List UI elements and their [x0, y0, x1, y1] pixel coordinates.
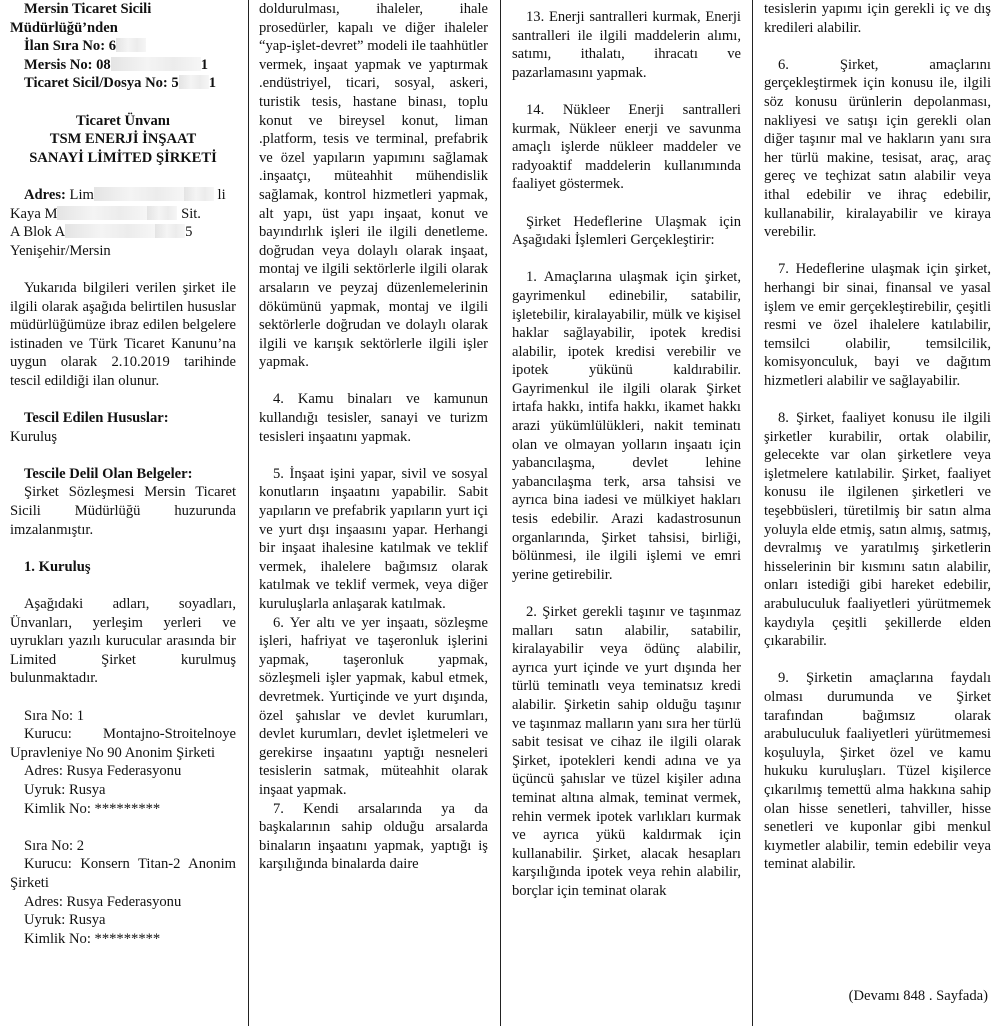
item-5: 5. İnşaat işini yapar, sivil ve sosyal konutların inşaatını yapabilir. Sabit yapıların ve prefabrik yapıların yurt içi ve yurt dışı inşaasını yapar. Herhangi bir inşaat ihalesine katılmak ve teklif vermek, ihalelere bağımsız olarak katılmak ve teklif vermek, veya diğer kuruluşlarla anlaşarak katılmak. [259, 465, 488, 612]
trade-name-line2: SANAYİ LİMİTED ŞİRKETİ [29, 149, 217, 166]
redaction-blur [94, 187, 184, 201]
founder-uyruk: Uyruk: Rusya [24, 781, 106, 798]
delil-heading: Tescile Delil Olan Belgeler: [24, 465, 193, 482]
redaction-blur [57, 206, 147, 220]
founder-block [10, 707, 236, 819]
tescil-value: Kuruluş [10, 428, 58, 445]
item-14: 14. Nükleer Enerji santralleri kurmak, Nükleer enerji ve savunma amaçlı işlerde nükleer maddeler ve radyoaktif maddelerin kullanımında faaliyet göstermek. [512, 101, 741, 193]
redaction-blur [65, 224, 155, 238]
column-2 [259, 0, 488, 1010]
column-divider [752, 0, 753, 1026]
tescil-heading: Tescil Edilen Hususlar: [24, 410, 169, 427]
hedef-item-8: 8. Şirket, faaliyet konusu ile ilgili şirketler kurabilir, ortak olabilir, gelecekte var olan şirketlere veya işletmelere katılabilir. Şirket, faaliyet konusu ile ilgilenen şirketleri ve teşebbüsleri, türetilmiş bir satın alma yoluyla elde etmiş, satın almış, satmış, devralmış ve yaratılmış şirketlerin hisselerinin bir kısmını satın alabilir, onları istediği gibi hareket edebilir, arabuluculuk faaliyetleri yürütmemek kaydıyla çeşitli şekillerde elden çıkarabilir. [764, 410, 991, 650]
column-1 [10, 0, 236, 1010]
office-line1: Mersin Ticaret Sicili [24, 1, 152, 17]
redaction-blur [116, 38, 146, 52]
mersis-no: Mersis No: 08 1 [24, 56, 209, 73]
hedef-item-9: 9. Şirketin amaçlarına faydalı olması durumunda ve Şirket tarafından bağımsız olarak arabuluculuk faaliyetleri yürütmemesi koşuluyla, Şirket özel ve kamu hukuku kuruluşları. Tüzel kişilerce çıkarılmış temettü alma hakkına sahip olan hisse senetleri, tahviller, hisse senetleri ve kuponlar gibi menkul kıymetler alabilir, temin edebilir veya teminat alabilir. [764, 670, 991, 873]
founder-sira: Sıra No: 1 [24, 707, 84, 724]
kurulus-text: Aşağıdaki adları, soyadları, Ünvanları, yerleşim yerleri ve uyrukları yazılı kurucular arasında bir Limited Şirket kurulmuş bulunmaktadır. [10, 596, 236, 687]
column-4 [764, 0, 991, 1010]
column-divider [500, 0, 501, 1026]
trade-name-heading: Ticaret Ünvanı [76, 112, 170, 129]
founder-kurucu: Kurucu: Montajno-Stroitelnoye Upravleniye No 90 Anonim Şirketi [10, 726, 236, 761]
redaction-blur [147, 206, 177, 220]
founder-kimlik: Kimlik No: ********* [24, 930, 161, 947]
founder-adres: Adres: Rusya Federasyonu [24, 763, 182, 780]
redaction-blur [111, 57, 201, 71]
address-line3: A Blok A 5 [10, 224, 193, 241]
ilan-no: İlan Sıra No: 6 [10, 37, 236, 56]
item-6: 6. Yer altı ve yer inşaatı, sözleşme işleri, hafriyat ve taşeronluk işlerini yapmak, taşeronluk yapmak, sözleşmeli işler yapmak, kabul etmek, devretmek. Yurtiçinde ve yurt dışında, özel şahıslar ve devlet kurumları, devlet kurumları, devlet işletmeleri ve gerekirse inşaatını yaptığı nesneleri tesislerin satmak, müteahhit olarak inşaat yapmak. [259, 614, 488, 798]
intro-paragraph: Yukarıda bilgileri verilen şirket ile ilgili olarak aşağıda belirtilen hususlar müdürlüğümüze ibraz edilen belgelere istinaden ve Türk Ticaret Kanunu’na uygun olarak 2.10.2019 tarihinde tescil edildiği ilan olunur. [10, 279, 236, 389]
founder-uyruk: Uyruk: Rusya [24, 912, 106, 929]
address-line2: Kaya M Sit. [10, 205, 201, 222]
redaction-blur [184, 187, 214, 201]
item-4: 4. Kamu binaları ve kamunun kullandığı tesisler, sanayi ve turizm tesisleri inşaatını yapmak. [259, 391, 488, 445]
founder-kimlik: Kimlik No: ********* [24, 800, 161, 817]
continued-paragraph: tesislerin yapımı için gerekli iç ve dış kredileri alabilir. [764, 1, 991, 36]
continued-paragraph: doldurulması, ihaleler, ihale prosedürler, kapalı ve diğer ihaleler “yap-işlet-devret” modeli ile taahhütler vermek, inşaat yapmak ve yaptırmak .endüstriyel, ticari, sosyal, askeri, turistik tesis, hastane binası, toplu konut ve bireysel konut, liman .platform, tesis ve terminal, prefabrik ve özel yapıların yapımını sağlamak .inşaatçı, müteahhit mühendislik sağlamak, kontrol hizmetleri yapmak, alt yapı, üst yapı inşaat, konut ve bayındırlık işleri ile ilgili denetleme. doğrudan veya dolaylı olarak inşaat, montaj ve ilgili sektörlerle ilgili olarak arsaların ve peyzaj düzenlemelerinin dökümünü yapmak, montaj ve ilgili sektörlerle doğrudan ve dolaylı olarak ilgili ve karışık sektörlerle ilgili işler yapmak. [259, 1, 488, 371]
column-divider [248, 0, 249, 1026]
redaction-blur [179, 75, 209, 89]
item-7: 7. Kendi arsalarında ya da başkalarının sahip olduğu arsalarda binaların inşaatını yapmak, yaptığı iş karşılığında binalarda daire [259, 800, 488, 873]
continuation-note: (Devamı 848 . Sayfada) [848, 988, 988, 1004]
address-line1: Adres: Lim li [24, 186, 226, 203]
dosya-no: Ticaret Sicil/Dosya No: 5 1 [24, 75, 217, 92]
founder-adres: Adres: Rusya Federasyonu [24, 893, 182, 910]
hedef-item-7: 7. Hedeflerine ulaşmak için şirket, herhangi bir sinai, finansal ve yasal işlem ve emir gerçekleştirebilir, çeşitli resmi ve özel ihalelere katılabilir, temsilci olabilir, temsilcilik, komisyonculuk, bayi ve dağıtım hizmetleri alabilir ve sağlayabilir. [764, 261, 991, 389]
kurulus-heading: 1. Kuruluş [24, 558, 91, 575]
hedef-item-2: 2. Şirket gerekli taşınır ve taşınmaz malları satın alabilir, satabilir, kiralayabilir veya ödünç alabilir, ayrıca yurt içinde ve yurt dışında her türlü teminatlı veya teminatsız kredi alabilir. Şirketin sahip olduğu taşınır ve taşınmaz malların yanı sıra her türlü sabit tesisat ve cihaz ile ilgili olarak Şirket, ipotekleri kendi adına ve ya üçüncü şahıslar ve tüzel kişiler adına teminat altına almak, teminat vermek, rehin vermek ipotek varlıkları kurmak ve ayrıca yükü kaldırmak için kullanabilir. Şirket, alacak hesapları karşılığında ipotek veya rehin alabilir, borçlar için teminat olarak [512, 604, 741, 899]
hedef-item-1: 1. Amaçlarına ulaşmak için şirket, gayrimenkul edinebilir, satabilir, işletebilir, kiralayabilir, mülk ve kişisel haklar sağlayabilir, ipotek kredisi alabilir, ipotek kredisi verebilir ve ipotek yükünü kaldırabilir. Gayrimenkul ile ilgili olarak Şirket irtafa hakkı, intifa hakkı, ikamet hakkı arazi yükümlülükleri, nakit teminatı olan ve olmayan yolların inşaatı için yabancılaşma, devlet lehine yabancılaşma terk, arsa tahsisi ve ayrıca bina iadesi ve mülkiyet hakları tesis edebilir. Arazi kadastrosunun organlarında, Şirket tahsisi, birliği, bölünmesi, ile ilgili işlemi ve emri yerine getirebilir. [512, 269, 741, 583]
founder-sira: Sıra No: 2 [24, 837, 84, 854]
item-13: 13. Enerji santralleri kurmak, Enerji santralleri ile ilgili maddelerin alımı, satımı, ithalatı, ihracatı ve pazarlamasını yapmak. [512, 9, 741, 81]
founder-kurucu: Kurucu: Konsern Titan-2 Anonim Şirketi [10, 856, 236, 891]
trade-name-line1: TSM ENERJİ İNŞAAT [49, 131, 197, 148]
founder-block [10, 837, 236, 949]
hedef-heading: Şirket Hedeflerine Ulaşmak için Aşağıdaki İşlemleri Gerçekleştirir: [512, 213, 741, 249]
address-line4: Yenişehir/Mersin [10, 242, 111, 259]
hedef-item-6: 6. Şirket, amaçlarını gerçekleştirmek için konusu ile, ilgili söz konusu ürünlerin depolanması, nakliyesi ve satışı için gerekli olan diğer taşınır mal ve hakların yanı sıra her türlü makine, tesisat, araç, araç gereç ve teçhizat satın alabilir veya ithal edebilir ve ihraç edebilir, kullanabilir, kiralayabilir ve kiraya verebilir. [764, 56, 991, 241]
delil-value: Şirket Sözleşmesi Mersin Ticaret Sicili Müdürlüğü huzurunda imzalanmıştır. [10, 484, 236, 538]
redaction-blur [155, 224, 185, 238]
column-3 [512, 0, 741, 1010]
office-line2: Müdürlüğü’nden [10, 19, 118, 36]
